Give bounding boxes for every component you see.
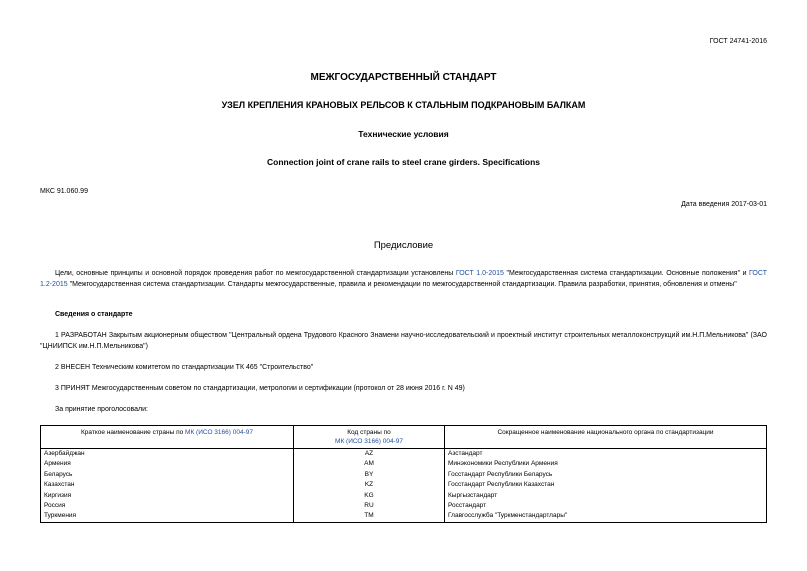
voting-countries-table: [40, 425, 767, 523]
header-country-code-text: Код страны по: [347, 429, 391, 436]
standard-info-heading: Сведения о стандарте: [55, 311, 133, 318]
header-country-name: [41, 426, 294, 449]
table-row: [41, 511, 767, 522]
country-name: Армения: [41, 459, 294, 469]
mks-code: МКС 91.060.99: [40, 188, 88, 195]
country-name: Туркмения: [41, 511, 294, 522]
document-title: УЗЕЛ КРЕПЛЕНИЯ КРАНОВЫХ РЕЛЬСОВ К СТАЛЬНЫМ ПОДКРАНОВЫМ БАЛКАМ: [221, 100, 586, 110]
preface-text-3: "Межгосударственная система стандартизации. Стандарты межгосударственные, правила и рекомендации по межгосударственной стандартизации. Правила разработки, принятия, обновления и отмены": [67, 280, 737, 288]
country-code: TM: [294, 511, 445, 522]
table-row: [41, 459, 767, 469]
item-developed: 1 РАЗРАБОТАН Закрытым акционерным обществом "Центральный ордена Трудового Красного Знамени научно-исследовательский и проектный институт строительных металлоконструкций им.Н.П.Мельникова" (ЗАО "ЦНИИПСК им.Н.П.Мельникова"): [40, 332, 767, 350]
national-body: Азстандарт: [445, 449, 767, 460]
country-code: KZ: [294, 480, 445, 490]
standard-type-heading: МЕЖГОСУДАРСТВЕННЫЙ СТАНДАРТ: [310, 72, 497, 83]
gost-1-2-link[interactable]: ГОСТ 1.2-2015: [40, 270, 767, 288]
mk-iso-link-1[interactable]: МК (ИСО 3166) 004-97: [185, 429, 253, 436]
item-introduced: 2 ВНЕСЕН Техническим комитетом по стандартизации ТК 465 "Строительство": [55, 364, 314, 371]
country-code: RU: [294, 501, 445, 511]
document-title-english: Connection joint of crane rails to steel crane girders. Specifications: [266, 157, 540, 167]
preface-paragraph: [40, 269, 767, 290]
voted-label: За принятие проголосовали:: [55, 406, 148, 413]
table-header-row: [41, 426, 767, 449]
national-body: Госстандарт Республики Беларусь: [445, 470, 767, 480]
table-row: [41, 501, 767, 511]
mk-iso-link-2[interactable]: МК (ИСО 3166) 004-97: [335, 438, 403, 445]
header-country-code: [294, 426, 445, 449]
header-country-name-text: Краткое наименование страны по: [81, 429, 186, 436]
national-body: Госстандарт Республики Казахстан: [445, 480, 767, 490]
gost-1-0-link[interactable]: ГОСТ 1.0-2015: [455, 270, 504, 277]
header-national-body: Сокращенное наименование национального органа по стандартизации: [445, 426, 767, 449]
document-code: ГОСТ 24741-2016: [709, 38, 767, 45]
country-name: Россия: [41, 501, 294, 511]
national-body: Росстандарт: [445, 501, 767, 511]
country-name: Беларусь: [41, 470, 294, 480]
country-name: Киргизия: [41, 491, 294, 501]
country-code: AZ: [294, 449, 445, 460]
country-name: Казахстан: [41, 480, 294, 490]
table-row: [41, 480, 767, 490]
introduction-date: Дата введения 2017-03-01: [681, 201, 767, 208]
country-code: AM: [294, 459, 445, 469]
national-body: Главгосслужба "Туркменстандартлары": [445, 511, 767, 522]
item-adopted: 3 ПРИНЯТ Межгосударственным советом по стандартизации, метрологии и сертификации (протокол от 28 июня 2016 г. N 49): [55, 385, 465, 392]
national-body: Минэкономики Республики Армения: [445, 459, 767, 469]
country-code: BY: [294, 470, 445, 480]
preface-text-1: Цели, основные принципы и основной порядок проведения работ по межгосударственной стандартизации установлены: [55, 270, 456, 277]
country-name: Азербайджан: [41, 449, 294, 460]
table-row: [41, 449, 767, 460]
table-row: [41, 470, 767, 480]
country-code: KG: [294, 491, 445, 501]
document-subtitle: Технические условия: [358, 129, 449, 139]
table-row: [41, 491, 767, 501]
preface-text-2: "Межгосударственная система стандартизации. Основные положения" и: [503, 270, 750, 277]
preface-heading: Предисловие: [373, 240, 434, 251]
national-body: Кыргызстандарт: [445, 491, 767, 501]
